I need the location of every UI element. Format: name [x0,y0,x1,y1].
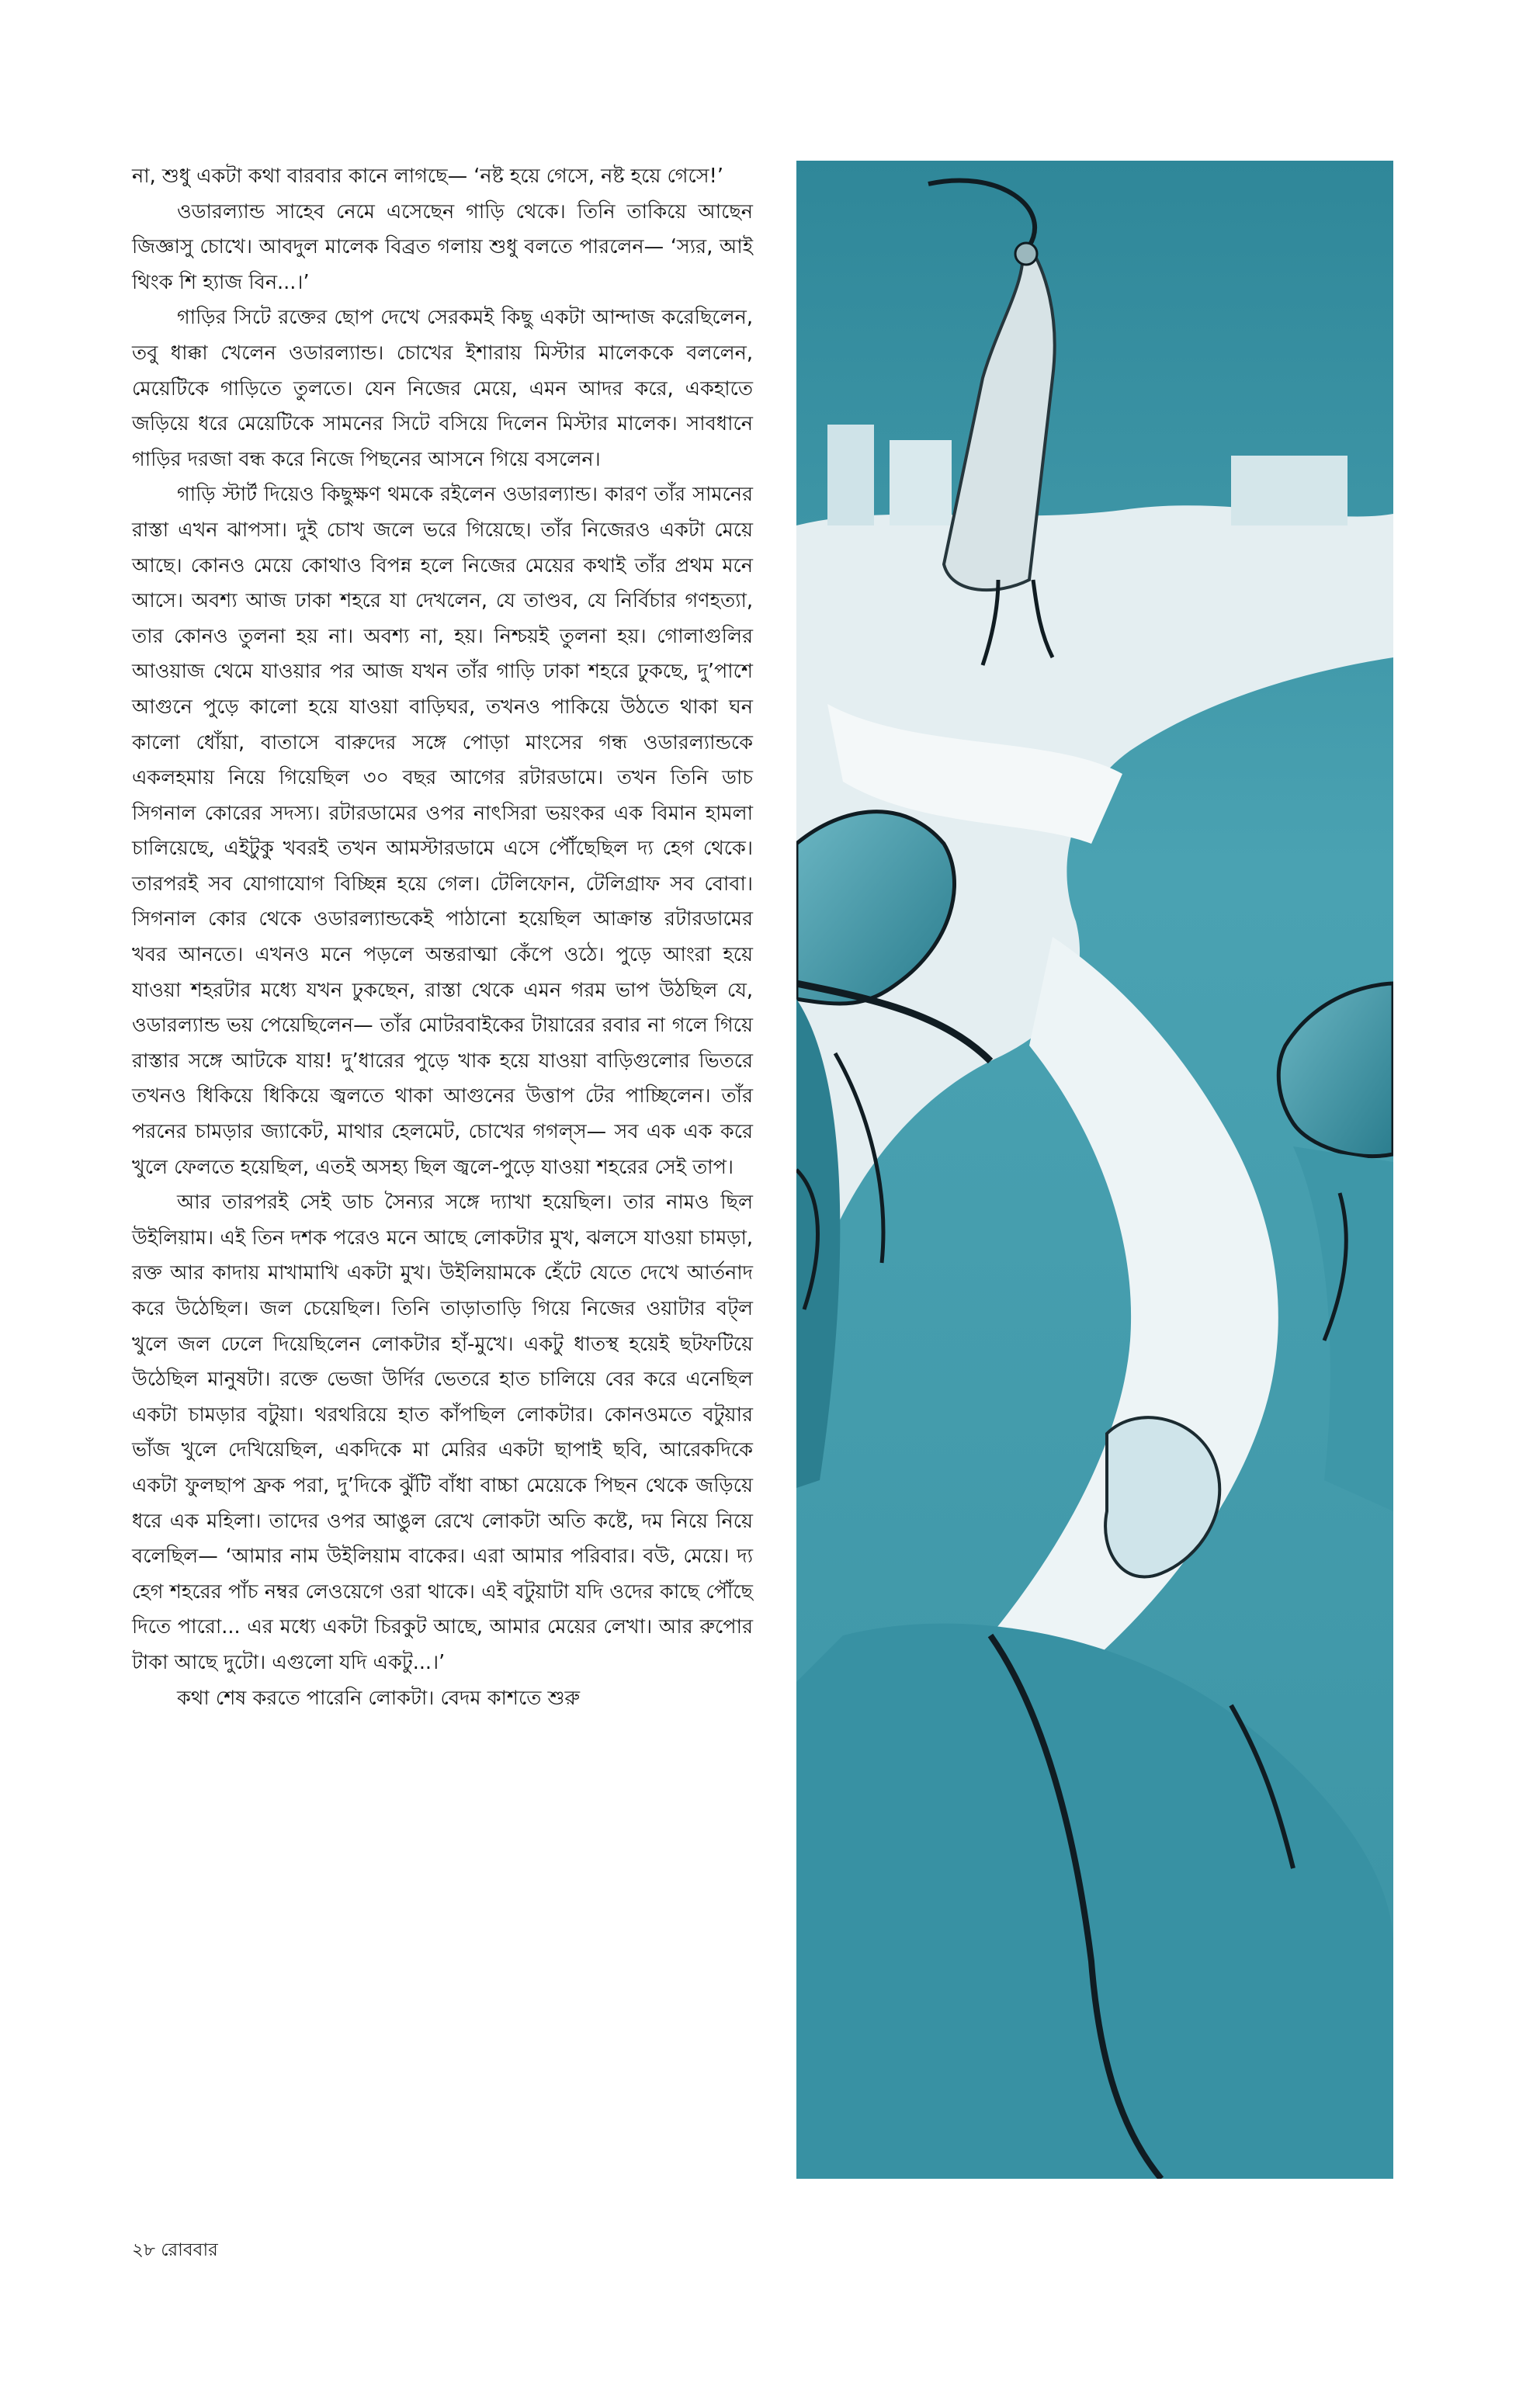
distant-building-3 [1231,456,1348,525]
paragraph-1: না, শুধু একটা কথা বারবার কানে লাগছে— ‘নষ্ট হয়ে গেসে, নষ্ট হয়ে গেসে!’ [132,165,723,188]
page-footer: ২৮ রোববার [132,2240,218,2260]
distant-building-2 [890,440,952,525]
paragraph-5: আর তারপরই সেই ডাচ সৈন্যর সঙ্গে দ্যাখা হয়েছিল। তার নামও ছিল উইলিয়াম। এই তিন দশক পরেও মনে আছে লোকটার মুখ, ঝলসে যাওয়া চামড়া, রক্ত আর কাদায় মাখামাখি একটা মুখ। উইলিয়ামকে হেঁটে যেতে দেখে আর্তনাদ করে উঠেছিল। জল চেয়েছিল। তিনি তাড়াতাড়ি গিয়ে নিজের ওয়াটার বট্‌ল খুলে জল ঢেলে দিয়েছিলেন লোকটার হাঁ-মুখে। একটু ধাতস্থ হয়েই ছটফটিয়ে উঠেছিল মানুষটা। রক্তে ভেজা উর্দির ভেতরে হাত চালিয়ে বের করে এনেছিল একটা চামড়ার বটুয়া। থরথরিয়ে হাত কাঁপছিল লোকটার। কোনওমতে বটুয়ার ভাঁজ খুলে দেখিয়েছিল, একদিকে মা মেরির একটা ছাপাই ছবি, আরেকদিকে একটা ফুলছাপ ফ্রক পরা, দু’দিকে ঝুঁটি বাঁধা বাচ্চা মেয়েকে পিছন থেকে জড়িয়ে ধরে এক মহিলা। তাদের ওপর আঙুল রেখে লোকটা অতি কষ্টে, দম নিয়ে নিয়ে বলেছিল— ‘আমার নাম উইলিয়াম বাকের। এরা আমার পরিবার। বউ, মেয়ে। দ্য হেগ শহরের পাঁচ নম্বর লেওয়েগে ওরা থাকে। এই বটুয়াটা যদি ওদের কাছে পৌঁছে দিতে পারো... এর মধ্যে একটা চিরকুট আছে, আমার মেয়ের লেখা। আর রুপোর টাকা আছে দুটো। এগুলো যদি একটু...।’ [132,1191,753,1674]
illustration-canvas [796,161,1393,2179]
paragraph-4: গাড়ি স্টার্ট দিয়েও কিছুক্ষণ থমকে রইলেন ওডারল্যান্ড। কারণ তাঁর সামনের রাস্তা এখন ঝাপসা। দুই চোখ জলে ভরে গিয়েছে। তাঁর নিজেরও একটা মেয়ে আছে। কোনও মেয়ে কোথাও বিপন্ন হলে নিজের মেয়ের কথাই তাঁর প্রথম মনে আসে। অবশ্য আজ ঢাকা শহরে যা দেখলেন, যে তাণ্ডব, যে নির্বিচার গণহত্যা, তার কোনও তুলনা হয় না। অবশ্য না, হয়। নিশ্চয়ই তুলনা হয়। গোলাগুলির আওয়াজ থেমে যাওয়ার পর আজ যখন তাঁর গাড়ি ঢাকা শহরে ঢুকছে, দু’পাশে আগুনে পুড়ে কালো হয়ে যাওয়া বাড়িঘর, তখনও পাকিয়ে উঠতে থাকা ঘন কালো ধোঁয়া, বাতাসে বারুদের সঙ্গে পোড়া মাংসের গন্ধ ওডারল্যান্ডকে একলহমায় নিয়ে গিয়েছিল ৩০ বছর আগের রটারডামে। তখন তিনি ডাচ সিগনাল কোরের সদস্য। রটারডামের ওপর নাৎসিরা ভয়ংকর এক বিমান হামলা চালিয়েছে, এইটুকু খবরই তখন আমস্টারডামে এসে পৌঁছেছিল দ্য হেগ থেকে। তারপরই সব যোগাযোগ বিচ্ছিন্ন হয়ে গেল। টেলিফোন, টেলিগ্রাফ সব বোবা। সিগনাল কোর থেকে ওডারল্যান্ডকেই পাঠানো হয়েছিল আক্রান্ত রটারডামের খবর আনতে। এখনও মনে পড়লে অন্তরাত্মা কেঁপে ওঠে। পুড়ে আংরা হয়ে যাওয়া শহরটার মধ্যে যখন ঢুকছেন, রাস্তা থেকে এমন গরম ভাপ উঠছিল যে, ওডারল্যান্ড ভয় পেয়েছিলেন— তাঁর মোটরবাইকের টায়ারের রবার না গলে গিয়ে রাস্তার সঙ্গে আটকে যায়! দু’ধারের পুড়ে খাক হয়ে যাওয়া বাড়িগুলোর ভিতরে তখনও ধিকিয়ে ধিকিয়ে জ্বলতে থাকা আগুনের উত্তাপ টের পাচ্ছিলেন। তাঁর পরনের চামড়ার জ্যাকেট, মাথার হেলমেট, চোখের গগল্‌স— সব এক এক করে খুলে ফেলতে হয়েছিল, এতই অসহ্য ছিল জ্বলে-পুড়ে যাওয়া শহরের সেই তাপ। [132,483,753,1179]
paragraph-6: কথা শেষ করতে পারেনি লোকটা। বেদম কাশতে শুরু [177,1686,581,1710]
distant-building-1 [827,425,874,525]
figure-head [1015,243,1037,265]
story-illustration [796,161,1393,2179]
paragraph-2: ওডারল্যান্ড সাহেব নেমে এসেছেন গাড়ি থেকে। তিনি তাকিয়ে আছেন জিজ্ঞাসু চোখে। আবদুল মালেক বিব্রত গলায় শুধু বলতে পারলেন— ‘স্যর, আই থিংক শি হ্যাজ বিন...।’ [132,199,753,294]
article-text-column [132,159,753,1716]
paragraph-3: গাড়ির সিটে রক্তের ছোপ দেখে সেরকমই কিছু একটা আন্দাজ করেছিলেন, তবু ধাক্কা খেলেন ওডারল্যান্ড। চোখের ইশারায় মিস্টার মালেককে বললেন, মেয়েটিকে গাড়িতে তুলতে। যেন নিজের মেয়ে, এমন আদর করে, একহাতে জড়িয়ে ধরে মেয়েটিকে সামনের সিটে বসিয়ে দিলেন মিস্টার মালেক। সাবধানে গাড়ির দরজা বন্ধ করে নিজে পিছনের আসনে গিয়ে বসলেন। [132,306,753,471]
